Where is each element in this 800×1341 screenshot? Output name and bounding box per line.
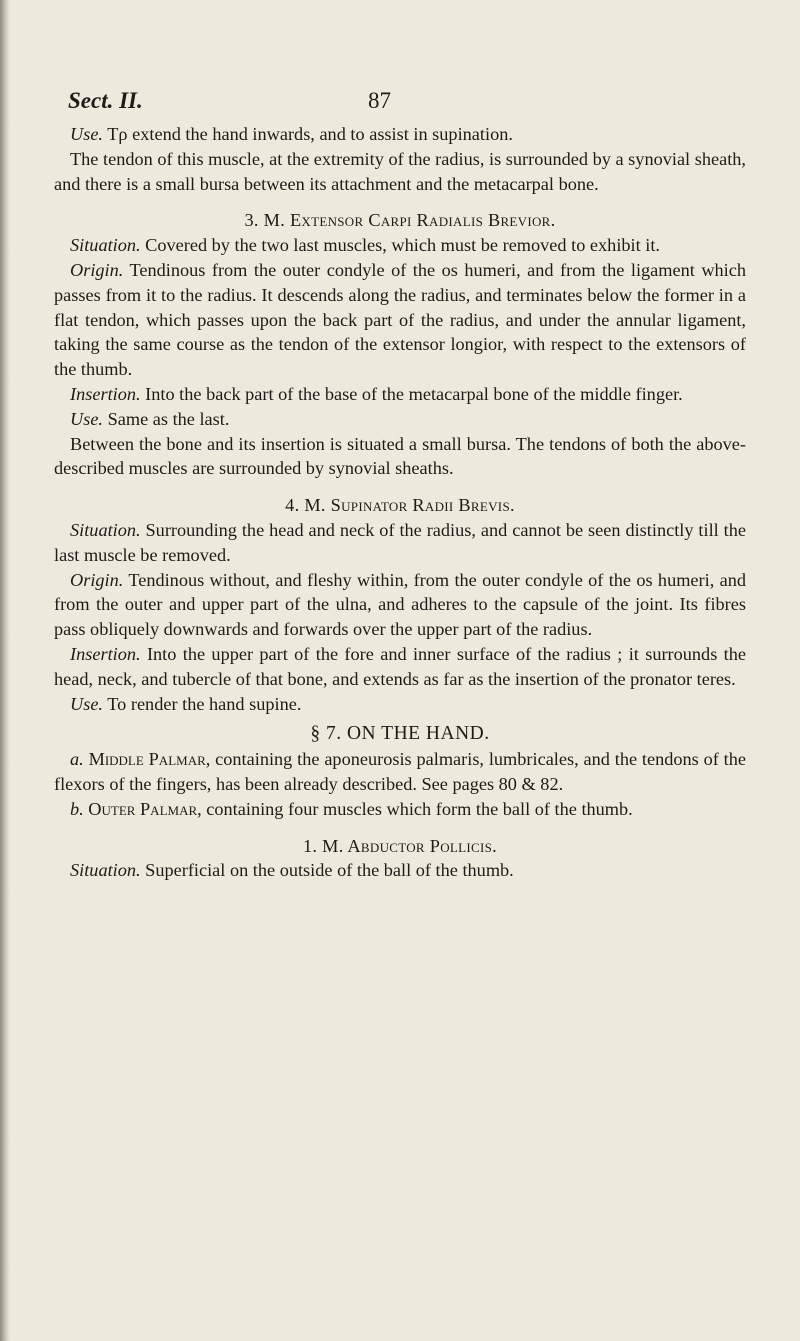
paragraph-label: Insertion. — [70, 383, 141, 404]
paragraph — [54, 432, 746, 482]
paragraph-text: Tendinous without, and fleshy within, from the outer condyle of the os humeri, and from the outer and upper part of the ulna, and adheres to the capsule of the joint. Its fibres pass obliquely downwards and forwards over the upper part of the radius. — [54, 569, 746, 640]
paragraph-text: Into the upper part of the fore and inner surface of the radius ; it surrounds the head, neck, and tubercle of that bone, and extends as far as the insertion of the pronator teres. — [54, 643, 746, 689]
paragraph — [54, 233, 746, 258]
paragraph-text: The tendon of this muscle, at the extremity of the radius, is surrounded by a synovial sheath, and there is a small bursa between its attachment and the metacarpal bone. — [54, 148, 746, 194]
paragraph-text: Covered by the two last muscles, which must be removed to exhibit it. — [140, 235, 660, 256]
paragraph-text: Tρ extend the hand inwards, and to assist in supination. — [103, 124, 513, 144]
section-heading: § 7. ON THE HAND. — [310, 723, 490, 745]
muscle-heading: 4. M. Supinator Radii Brevis. — [285, 495, 515, 516]
paragraph-text: Tendinous from the outer condyle of the os humeri, and from the ligament which passes from it to the radius. It descends along the radius, and terminates below the former in a flat tendon, which passes upon the back part of the radius, and under the annular ligament, taking the same course as the tendon of the extensor longior, with respect to the extensors of the thumb. — [54, 259, 746, 380]
paragraph-text: To render the hand supine. — [103, 693, 302, 714]
paragraph — [54, 568, 746, 642]
paragraph — [54, 258, 746, 382]
paragraph-label: Use. — [70, 693, 104, 714]
paragraph-label: Use. — [70, 408, 104, 429]
paragraph-label: Origin. — [70, 569, 124, 590]
paragraph — [54, 858, 746, 883]
paragraph — [54, 147, 746, 197]
muscle-heading: 1. M. Abductor Pollicis. — [302, 835, 498, 856]
section-label: Sect. II. — [68, 88, 143, 113]
page-edge — [0, 0, 10, 1341]
paragraph — [54, 797, 746, 822]
paragraph-label: Situation. — [70, 235, 141, 256]
paragraph-label: a. — [70, 749, 84, 770]
muscle-heading: 3. M. Extensor Carpi Radialis Brevior. — [244, 210, 556, 231]
paragraph-text: Same as the last. — [103, 408, 230, 429]
paragraph-text: Between the bone and its insertion is situated a small bursa. The tendons of both the above-described muscles are surrounded by synovial sheaths. — [54, 433, 746, 479]
paragraph-text: Superficial on the outside of the ball of the thumb. — [140, 860, 514, 881]
region-name: Outer Palmar, — [88, 798, 202, 819]
paragraph — [54, 692, 746, 717]
paragraph-label: Use. — [70, 124, 104, 144]
paragraph-label: Origin. — [70, 259, 124, 280]
paragraph — [54, 747, 746, 797]
page-header — [68, 88, 718, 118]
paragraph-text: containing four muscles which form the ball of the thumb. — [201, 798, 633, 819]
paragraph-label: Situation. — [70, 860, 141, 881]
paragraph-text: Surrounding the head and neck of the radius, and cannot be seen distinctly till the last muscle be removed. — [54, 519, 746, 565]
paragraph — [54, 382, 746, 407]
page-number: 87 — [368, 88, 391, 113]
paragraph-label: Situation. — [70, 519, 141, 540]
paragraph — [54, 642, 746, 692]
paragraph-text: containing the aponeurosis palmaris, lumbricales, and the tendons of the flexors of the fingers, has been already described. See pages 80 & 82. — [54, 749, 746, 794]
page-body — [54, 122, 746, 883]
paragraph-text: Into the back part of the base of the metacarpal bone of the middle finger. — [140, 383, 683, 404]
paragraph — [54, 407, 746, 432]
paragraph-label: b. — [70, 798, 84, 819]
paragraph — [54, 518, 746, 568]
paragraph-label: Insertion. — [70, 643, 141, 664]
region-name: Middle Palmar, — [88, 749, 211, 770]
paragraph — [54, 122, 746, 147]
